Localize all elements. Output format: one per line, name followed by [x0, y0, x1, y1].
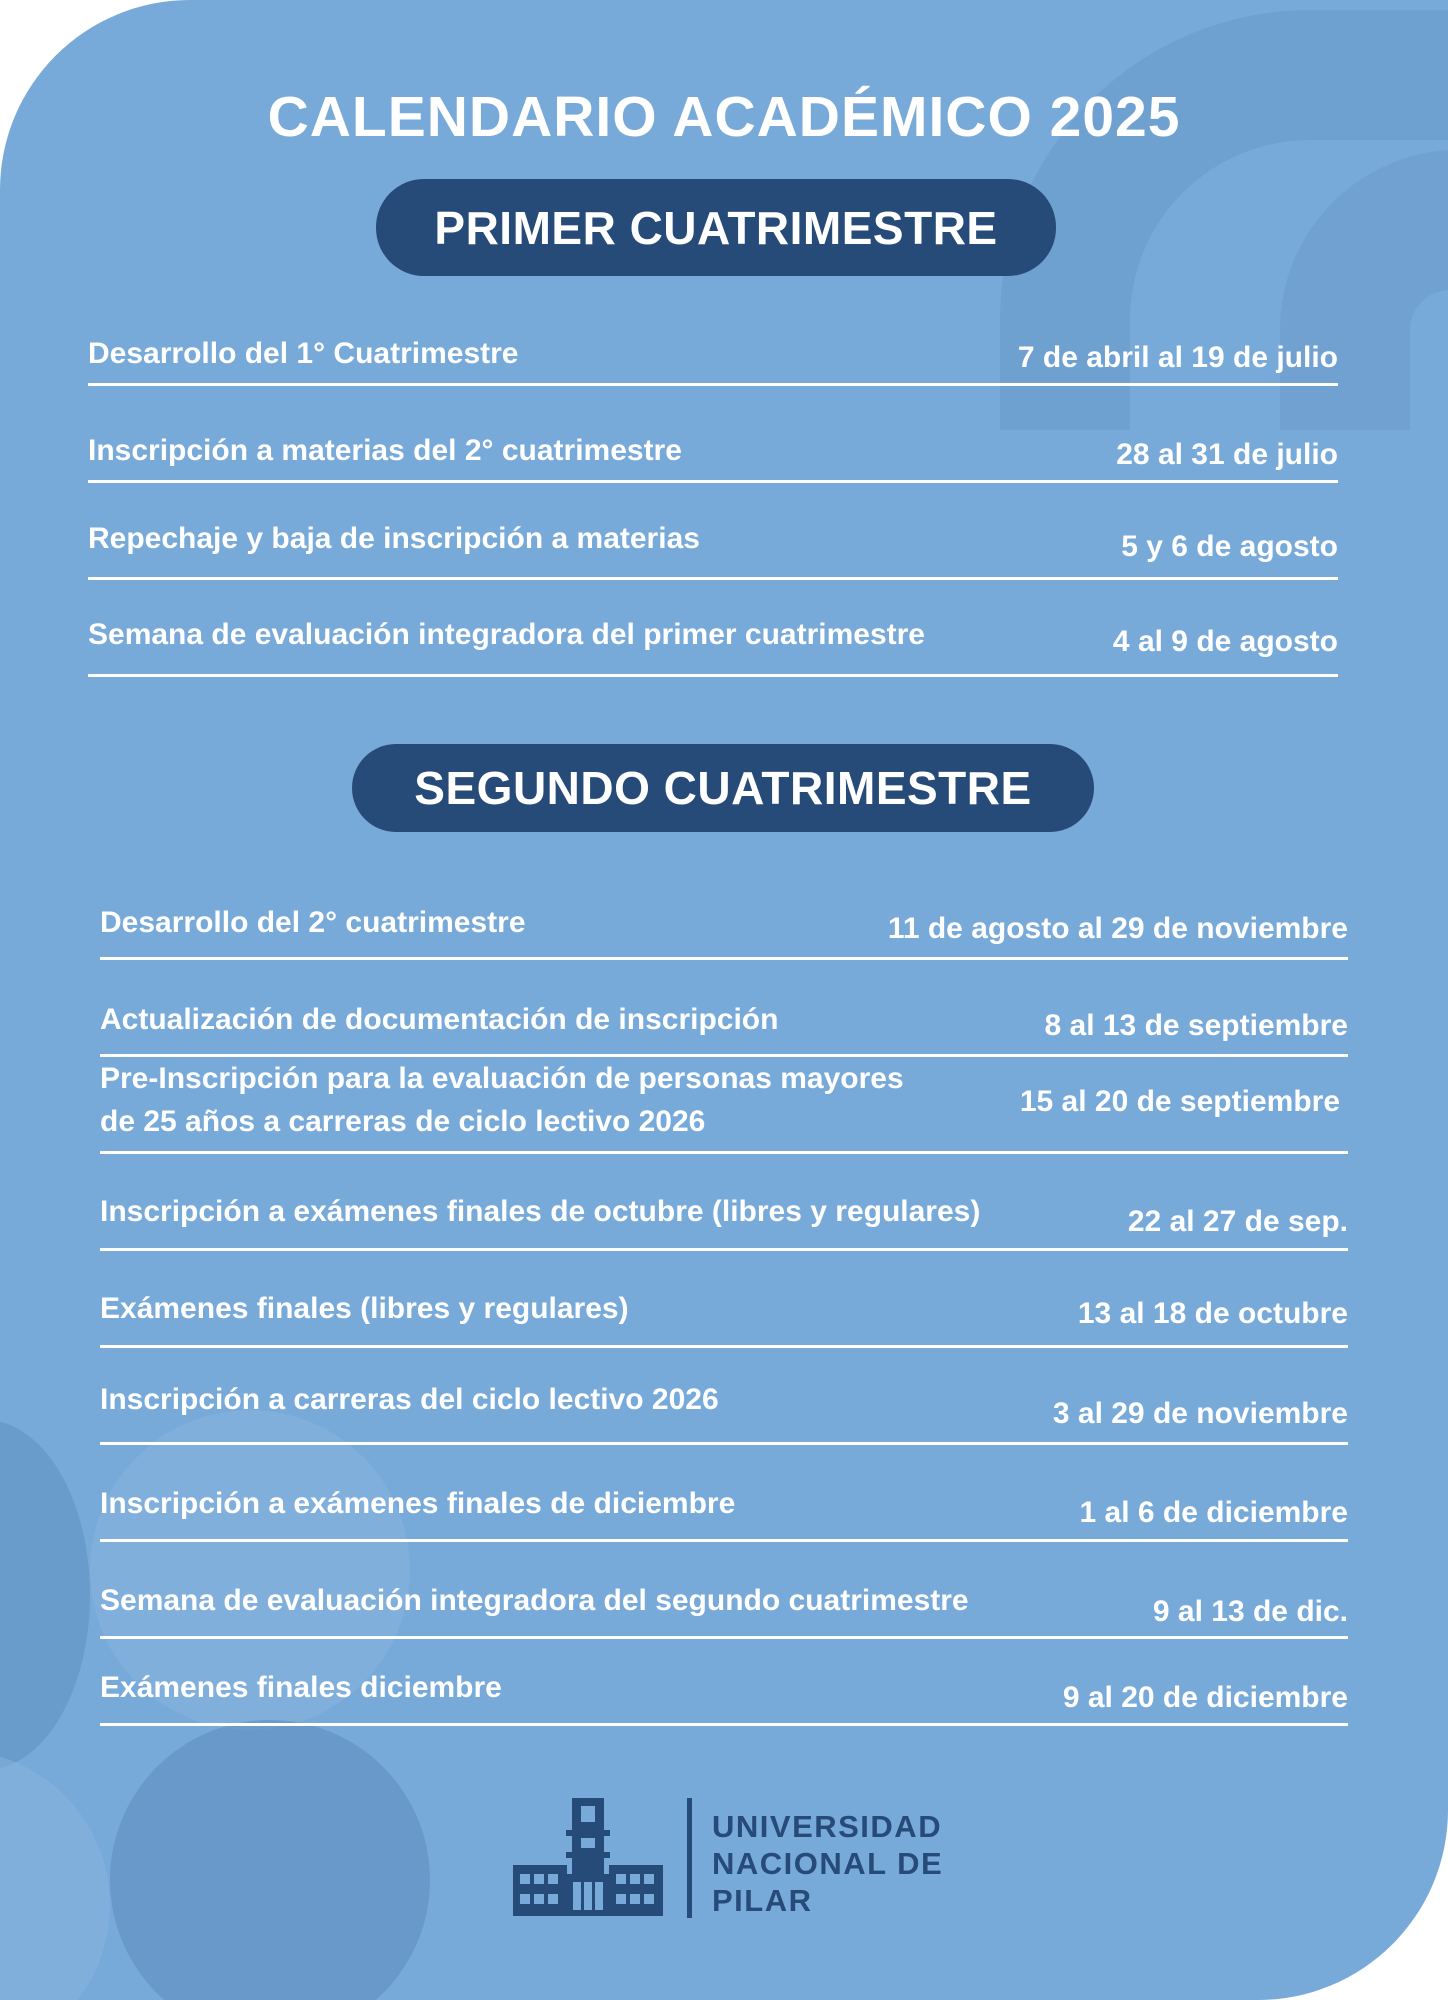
- list-item: [88, 483, 1338, 580]
- event-label: Inscripción a materias del 2° cuatrimestre: [88, 434, 682, 467]
- event-label: Repechaje y baja de inscripción a materias: [88, 522, 700, 555]
- decorative-circle: [0, 1420, 90, 1770]
- first-semester-list: [88, 320, 1338, 680]
- event-date: 11 de agosto al 29 de noviembre: [887, 912, 1348, 945]
- second-semester-heading: SEGUNDO CUATRIMESTRE: [352, 744, 1094, 832]
- event-date: 1 al 6 de diciembre: [1079, 1496, 1348, 1529]
- list-item: [88, 580, 1338, 677]
- event-date: 9 al 13 de dic.: [1152, 1595, 1348, 1628]
- event-date: 9 al 20 de diciembre: [1062, 1681, 1348, 1714]
- event-label: Desarrollo del 2° cuatrimestre: [100, 906, 526, 939]
- list-item: [100, 1057, 1348, 1154]
- event-date: 4 al 9 de agosto: [1112, 625, 1338, 658]
- university-name: [712, 1808, 943, 1919]
- list-item: [100, 960, 1348, 1057]
- university-name-line1: UNIVERSIDAD: [712, 1809, 943, 1844]
- list-item: [100, 1348, 1348, 1445]
- list-item: [100, 890, 1348, 960]
- list-item: [100, 1445, 1348, 1542]
- event-label-line2: de 25 años a carreras de ciclo lectivo 2026: [100, 1105, 706, 1138]
- event-date: 13 al 18 de octubre: [1077, 1297, 1348, 1330]
- event-date: 8 al 13 de septiembre: [1044, 1009, 1348, 1042]
- list-item: [100, 1154, 1348, 1251]
- list-item: [100, 1639, 1348, 1726]
- event-date: 22 al 27 de sep.: [1127, 1205, 1348, 1238]
- event-label: Exámenes finales diciembre: [100, 1671, 502, 1704]
- event-label: Desarrollo del 1° Cuatrimestre: [88, 337, 519, 370]
- event-label: Inscripción a carreras del ciclo lectivo 2026: [100, 1383, 719, 1416]
- list-item: [88, 386, 1338, 483]
- event-date: 7 de abril al 19 de julio: [1017, 341, 1338, 374]
- event-date: 5 y 6 de agosto: [1121, 530, 1338, 563]
- list-item: [88, 320, 1338, 386]
- decorative-circle: [110, 1720, 430, 2000]
- event-date: 15 al 20 de septiembre: [1019, 1085, 1340, 1118]
- event-label: Exámenes finales (libres y regulares): [100, 1292, 629, 1325]
- event-label: Inscripción a exámenes finales de octubre (libres y regulares): [100, 1195, 981, 1228]
- event-label: Inscripción a exámenes finales de diciembre: [100, 1487, 736, 1520]
- university-name-line2: NACIONAL DE: [712, 1846, 944, 1881]
- event-label: Semana de evaluación integradora del segundo cuatrimestre: [100, 1584, 969, 1617]
- event-date: 28 al 31 de julio: [1116, 438, 1338, 471]
- list-item: [100, 1251, 1348, 1348]
- event-label: Actualización de documentación de inscripción: [100, 1003, 779, 1036]
- event-label: Pre-Inscripción para la evaluación de personas mayores: [100, 1062, 904, 1095]
- event-date: 3 al 29 de noviembre: [1052, 1397, 1348, 1430]
- second-semester-list: [100, 890, 1348, 1735]
- decorative-circle: [0, 1750, 110, 2000]
- university-name-line3: PILAR: [712, 1883, 813, 1918]
- first-semester-heading: PRIMER CUATRIMESTRE: [376, 179, 1056, 276]
- list-item: [100, 1542, 1348, 1639]
- page-title: CALENDARIO ACADÉMICO 2025: [267, 85, 1181, 149]
- event-label: Semana de evaluación integradora del primer cuatrimestre: [88, 618, 925, 651]
